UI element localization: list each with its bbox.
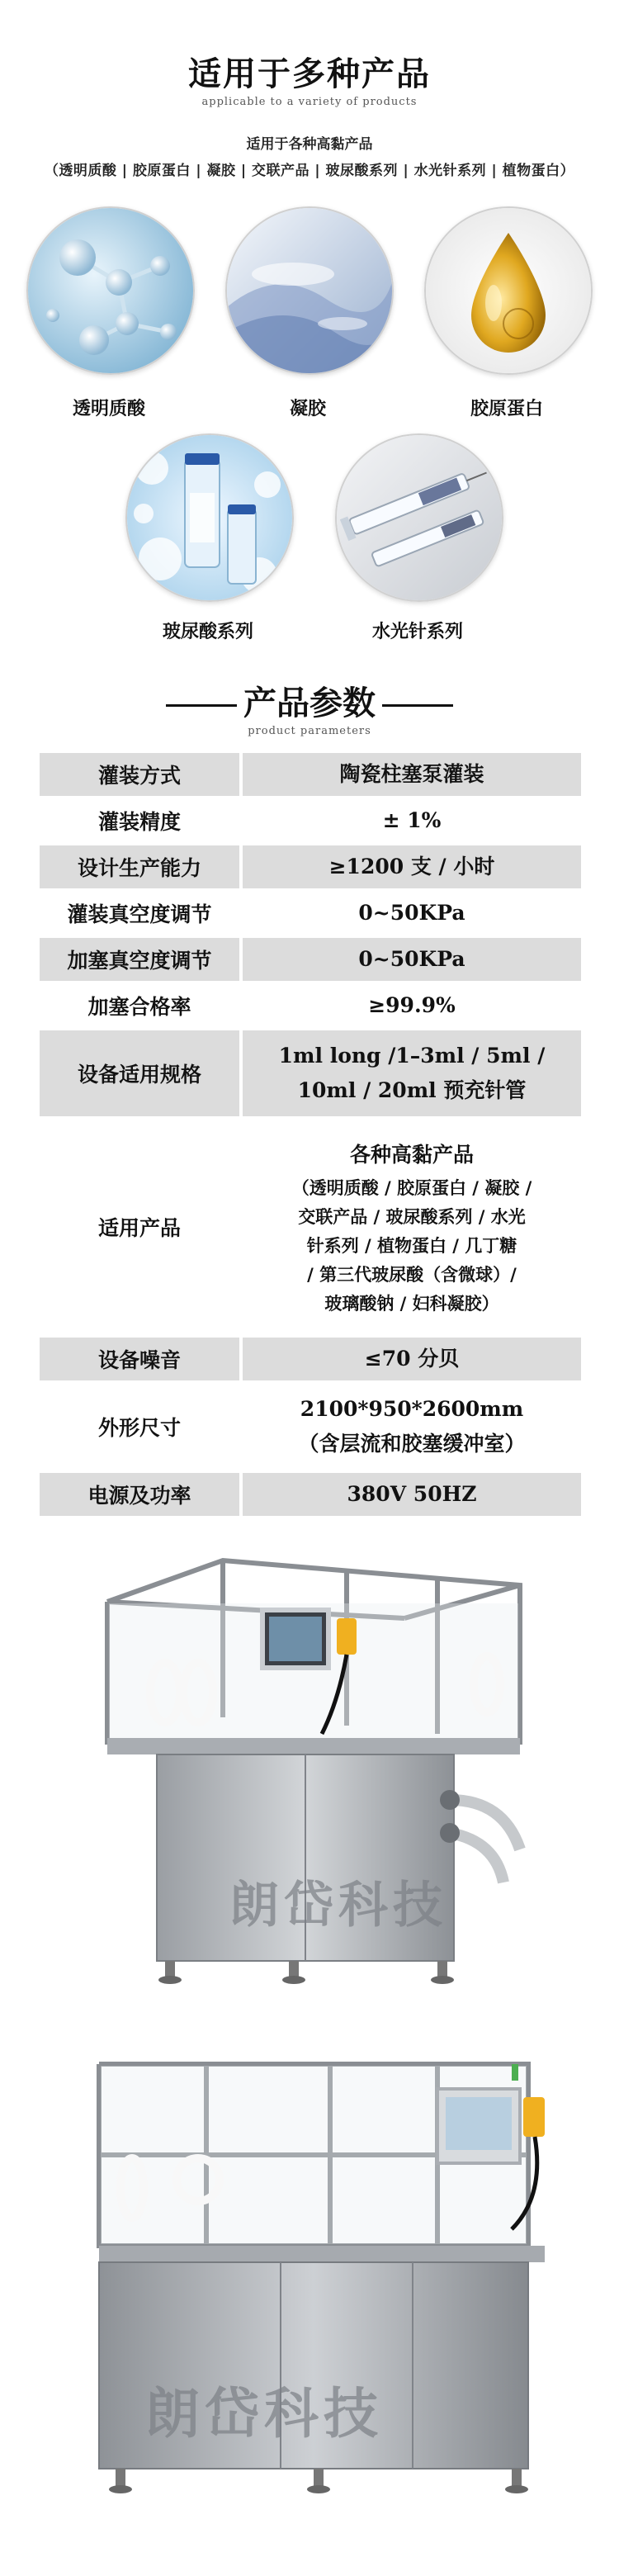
- param-value: 380V 50HZ: [243, 1473, 581, 1516]
- collagen-drop-image: [424, 206, 593, 375]
- param-value: 陶瓷柱塞泵灌装: [243, 753, 581, 796]
- param-value-line: 各种高黏产品: [349, 1142, 474, 1167]
- page-title: 适用于多种产品: [188, 55, 431, 93]
- param-value-line: / 第三代玻尿酸（含微球）/: [307, 1264, 517, 1285]
- params-subtitle: product parameters: [248, 725, 371, 737]
- param-value-line: 针系列 / 植物蛋白 / 几丁糖: [306, 1235, 517, 1256]
- param-value-line: 1ml long /1–3ml / 5ml /: [278, 1044, 546, 1068]
- molecule-image: [26, 206, 195, 375]
- table-row: [40, 753, 581, 796]
- table-row: [40, 1338, 581, 1380]
- param-label: 灌装精度: [40, 799, 239, 842]
- table-row: [40, 892, 581, 935]
- param-value: 0~50KPa: [243, 938, 581, 981]
- params-title: [0, 677, 619, 724]
- param-label: 外形尺寸: [40, 1384, 239, 1470]
- table-row: [40, 799, 581, 842]
- table-row: [40, 938, 581, 981]
- watermark-text-1: 朗岱科技: [229, 1877, 447, 1934]
- param-label: 设备噪音: [40, 1338, 239, 1380]
- param-label: 设备适用规格: [40, 1030, 239, 1116]
- param-value: 0~50KPa: [243, 892, 581, 935]
- param-label: 灌装真空度调节: [40, 892, 239, 935]
- table-row: [40, 845, 581, 888]
- product-label-1: 透明质酸: [72, 399, 145, 419]
- param-label: 灌装方式: [40, 753, 239, 796]
- product-label-2: 凝胶: [289, 399, 326, 419]
- table-row: [40, 984, 581, 1027]
- table-row: [40, 1030, 581, 1116]
- param-value-line: 10ml / 20ml 预充针管: [297, 1078, 527, 1102]
- param-value-line: （透明质酸 / 胶原蛋白 / 凝胶 /: [291, 1177, 532, 1198]
- param-label: 适用产品: [40, 1120, 239, 1334]
- param-label: 加塞合格率: [40, 984, 239, 1027]
- param-value-line: （含层流和胶塞缓冲室）: [298, 1432, 526, 1456]
- param-value: ≤70 分贝: [243, 1338, 581, 1380]
- filling-machine-image-2: [83, 2048, 578, 2518]
- title-rule-left: [166, 704, 237, 707]
- filling-machine-image-1: [74, 1552, 545, 2015]
- title-rule-right: [382, 704, 453, 707]
- product-label-4: 玻尿酸系列: [162, 622, 253, 642]
- params-table: [40, 753, 581, 1519]
- intro-line-1: 适用于各种高黏产品: [246, 136, 373, 153]
- gel-image: [225, 206, 394, 375]
- param-label: 电源及功率: [40, 1473, 239, 1516]
- vial-image: [125, 433, 294, 602]
- params-title-text: 产品参数: [243, 684, 376, 722]
- param-label: 设计生产能力: [40, 845, 239, 888]
- intro-line-2: （透明质酸 | 胶原蛋白 | 凝胶 | 交联产品 | 玻尿酸系列 | 水光针系列 | 植物蛋白）: [44, 163, 575, 179]
- param-value: [243, 1384, 581, 1470]
- param-value: ≥1200 支 / 小时: [243, 845, 581, 888]
- page-subtitle: applicable to a variety of products: [201, 96, 418, 108]
- table-row: [40, 1473, 581, 1516]
- product-label-3: 胶原蛋白: [470, 399, 543, 419]
- watermark-text-2: 朗岱科技: [145, 2382, 383, 2446]
- param-value: [243, 1120, 581, 1334]
- product-label-5: 水光针系列: [371, 622, 463, 642]
- param-label: 加塞真空度调节: [40, 938, 239, 981]
- param-value: ≥99.9%: [243, 984, 581, 1027]
- param-value-line: 玻璃酸钠 / 妇科凝胶）: [324, 1293, 499, 1314]
- syringe-image: [335, 433, 503, 602]
- table-row: [40, 1384, 581, 1470]
- param-value-line: 2100*950*2600mm: [300, 1397, 524, 1421]
- table-row: [40, 1120, 581, 1334]
- param-value: [243, 1030, 581, 1116]
- param-value-line: 交联产品 / 玻尿酸系列 / 水光: [298, 1206, 526, 1227]
- param-value: ± 1%: [243, 799, 581, 842]
